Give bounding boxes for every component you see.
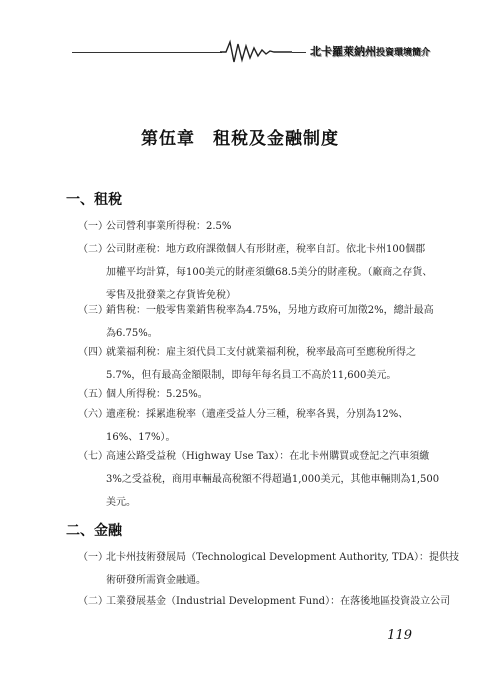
chapter-number: 第伍章 [141, 129, 195, 149]
item-text: 5.7%，但有最高金額限制，即每年每名員工不高於11,600美元。 [106, 370, 397, 381]
item-text: 零售及批發業之存貨皆免稅） [106, 290, 236, 301]
chapter-title [0, 124, 480, 149]
header-rule-left [72, 52, 222, 53]
list-item [78, 238, 433, 307]
running-header-main: 北卡羅萊納州 [310, 45, 376, 58]
list-item [78, 215, 418, 238]
section-heading-finance: 二、金融 [66, 523, 122, 539]
item-text: 為6.75%。 [106, 328, 158, 339]
item-text: 加權平均計算，每100美元的財產須繳68.5美分的財產稅。（廠商之存貨、 [106, 267, 433, 278]
item-number: （一） [78, 221, 108, 232]
item-text: 工業發展基金（Industrial Development Fund）：在落後地區投資設立公司 [106, 596, 451, 607]
chapter-name: 租稅及金融制度 [213, 129, 339, 149]
item-number: （二） [78, 244, 108, 255]
item-text: 公司營利事業所得稅：2.5% [106, 221, 232, 232]
heartbeat-wave-icon [220, 38, 292, 66]
item-number: （三） [78, 305, 108, 316]
list-item [78, 403, 418, 449]
item-number: （五） [78, 389, 108, 400]
item-text: 3%之受益稅，商用車輛最高稅額不得超過1,000美元，其他車輛則為1,500 [106, 474, 440, 485]
item-text: 術研發所需資金融通。 [106, 575, 206, 586]
list-item [78, 546, 459, 592]
item-text: 公司財產稅：地方政府課徵個人有形財產，稅率自訂。依北卡州100個郡 [106, 244, 426, 255]
item-text: 高速公路受益稅（Highway Use Tax）：在北卡州購買或登記之汽車須繳 [106, 451, 430, 462]
running-header-sub: 投資環境簡介 [376, 48, 431, 58]
list-item [78, 590, 451, 613]
page-number: 119 [387, 628, 412, 643]
item-text: 16%、17%）。 [106, 432, 176, 443]
item-text: 遺產稅：採累進稅率（遺產受益人分三種，稅率各異，分別為12%、 [106, 409, 409, 420]
item-text: 個人所得稅：5.25%。 [106, 389, 208, 400]
section-heading-taxes: 一、租稅 [66, 192, 122, 208]
item-number: （四） [78, 347, 108, 358]
item-number: （七） [78, 451, 108, 462]
item-text: 就業福利稅：雇主須代員工支付就業福利稅，稅率最高可至應稅所得之 [106, 347, 416, 358]
item-text: 北卡州技術發展局（Technological Development Authority, TDA）：提供技 [106, 552, 459, 563]
header-rule-right [292, 52, 306, 53]
item-number: （二） [78, 596, 108, 607]
item-text: 美元。 [106, 497, 136, 508]
item-number: （一） [78, 552, 108, 563]
item-number: （六） [78, 409, 108, 420]
list-item [78, 445, 440, 514]
running-header [310, 43, 430, 59]
list-item [78, 299, 434, 345]
list-item [78, 341, 418, 387]
item-text: 銷售稅：一般零售業銷售稅率為4.75%，另地方政府可加徵2%，總計最高 [106, 305, 434, 316]
